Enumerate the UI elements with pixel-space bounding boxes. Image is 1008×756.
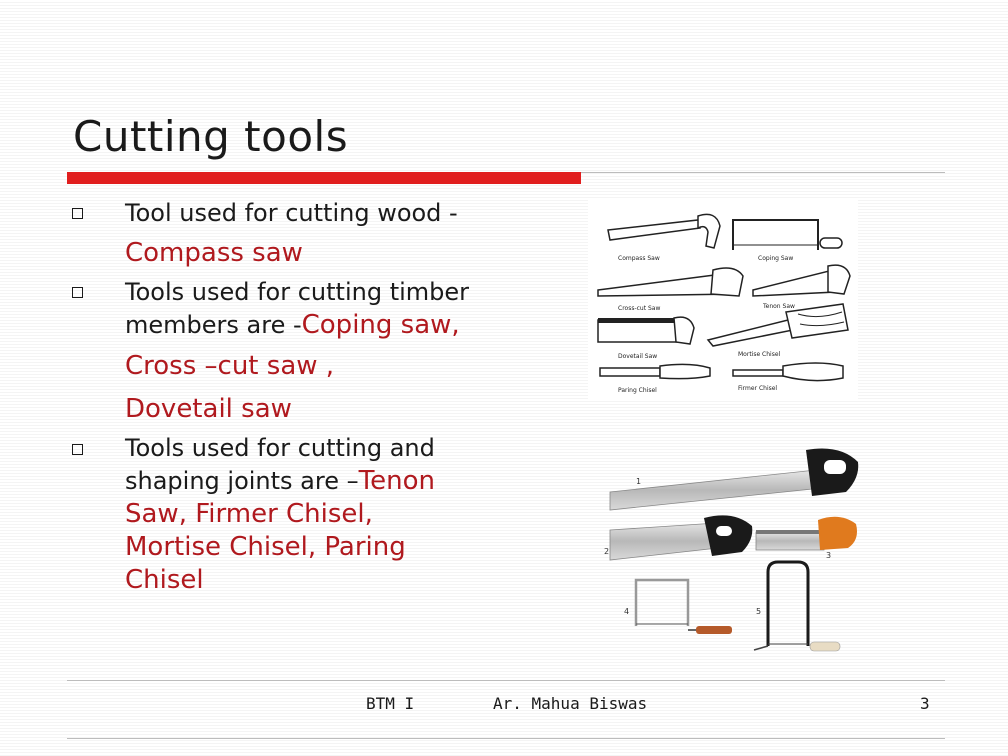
woodworking-tools-line-drawing <box>588 200 858 400</box>
tool-label-firmer: Firmer Chisel <box>738 385 778 392</box>
tool-label-dovetail: Dovetail Saw <box>618 353 658 360</box>
bullet-2-highlight-2: Dovetail saw <box>125 394 292 424</box>
tool-label-tenon: Tenon Saw <box>763 303 795 310</box>
title-divider <box>581 172 945 173</box>
bullet-box-icon <box>72 444 83 455</box>
bullet-box-icon <box>72 208 83 219</box>
footer-divider-top <box>67 680 945 681</box>
fret-saw-5 <box>754 562 840 651</box>
bullet-3-inline-highlight: Tenon <box>358 466 435 496</box>
bullet-3-highlight-3: Chisel <box>125 565 204 595</box>
saw-number-3: 3 <box>826 551 832 560</box>
dovetail-saw-drawing <box>598 317 694 344</box>
title-accent-bar <box>67 172 581 184</box>
tool-label-cross-cut: Cross-cut Saw <box>618 305 661 312</box>
bullet-3-highlight-1: Saw, Firmer Chisel, <box>125 499 373 529</box>
bullet-3-line-1: Tools used for cutting and <box>125 434 435 462</box>
bullet-1-highlight: Compass saw <box>125 238 303 268</box>
bullet-1-text: Tool used for cutting wood - <box>125 199 458 227</box>
saws-photo-illustration <box>596 436 866 658</box>
bullet-2-line-2: members are -Coping saw, <box>125 310 460 340</box>
bullet-2-line-1: Tools used for cutting timber <box>125 278 470 306</box>
tool-label-mortise: Mortise Chisel <box>738 351 781 358</box>
tool-label-coping: Coping Saw <box>758 255 794 262</box>
saw-number-5: 5 <box>756 607 762 616</box>
handsaw-2 <box>610 515 752 560</box>
tool-label-compass: Compass Saw <box>618 255 660 262</box>
coping-saw-4 <box>636 580 732 634</box>
footer-author: Ar. Mahua Biswas <box>493 694 648 713</box>
bullet-3-line-2: shaping joints are –Tenon <box>125 466 435 496</box>
saw-number-2: 2 <box>604 547 610 556</box>
footer-course: BTM I <box>366 694 415 713</box>
saw-number-1: 1 <box>636 477 642 486</box>
bullet-box-icon <box>72 287 83 298</box>
tool-label-paring: Paring Chisel <box>618 387 657 394</box>
slide-title: Cutting tools <box>73 112 349 161</box>
bullet-2-inline-highlight: Coping saw, <box>301 310 460 340</box>
bullet-3-highlight-2: Mortise Chisel, Paring <box>125 532 406 562</box>
backsaw-3 <box>756 517 857 550</box>
saw-number-4: 4 <box>624 607 630 616</box>
handsaw-1 <box>610 449 858 511</box>
bullet-2-highlight-1: Cross –cut saw , <box>125 351 335 381</box>
page-number: 3 <box>920 694 930 713</box>
footer-divider-bottom <box>67 738 945 739</box>
